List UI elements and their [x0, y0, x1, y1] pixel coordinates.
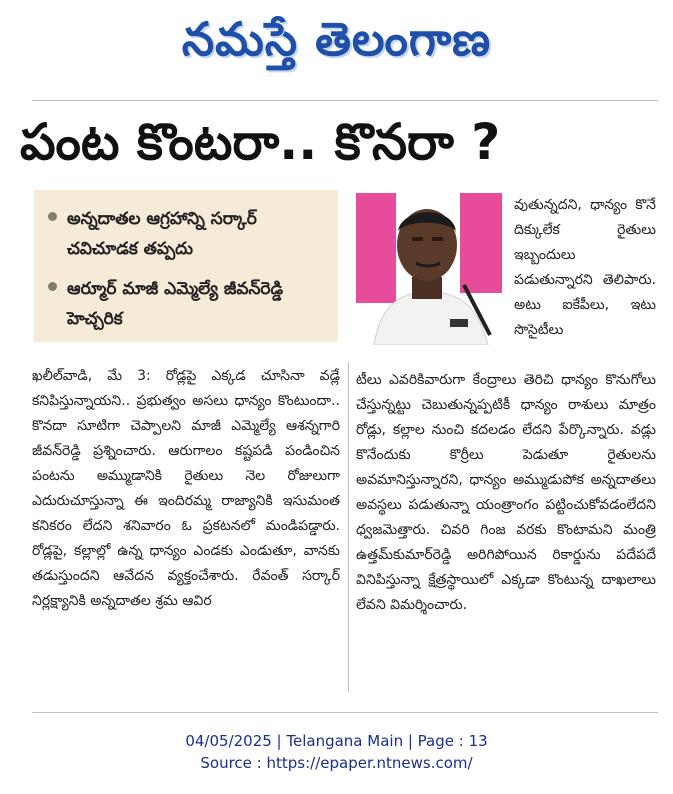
- speaker-photo: [356, 193, 502, 345]
- source-link[interactable]: Source : https://epaper.ntnews.com/: [200, 754, 473, 772]
- subhead-item: [48, 274, 326, 334]
- masthead: [0, 0, 673, 90]
- article-body-column-left: ఖలీల్‌వాడి, మే 3: రోడ్లపై ఎక్కడ చూసినా వడ్లే కనిపిస్తున్నాయని.. ప్రభుత్వం అసలు ధాన్యం కొంటుందా.. కొనదా సూటిగా చెప్పాలని మాజీ ఎమ్మెల్యే ఆశన్నగారి జీవన్‌రెడ్డి ప్రశ్నించారు. ఆరుగాలం కష్టపడి పండించిన పంటను అమ్ముడానికి రైతులు నెల రోజులుగా ఎదురుచూస్తున్నా ఈ ఇందిరమ్మ రాజ్యానికి ఇసుమంత కనికరం లేదని శనివారం ఓ ప్రకటనలో మండిపడ్డారు. రోడ్లపై, కల్లాల్లో ఉన్న ధాన్యం ఎండకు ఎండుతూ, వానకు తడుస్తుందని ఆవేదన వ్యక్తంచేశారు. రేవంత్ సర్కార్ నిర్లక్ష్యానికి అన్నదాతల శ్రమ ఆవిర: [32, 368, 340, 609]
- masthead-divider: [32, 100, 658, 101]
- article-body-column-right-top: వుతున్నదని, ధాన్యం కొనే దిక్కులేక రైతులు ఇబ్బందులు పడుతున్నారని తెలిపారు. అటు ఐకేపీలు, ఇటు సొసైటీలు: [514, 197, 656, 338]
- footer-divider: [32, 712, 658, 713]
- edition-info: 04/05/2025 | Telangana Main | Page : 13: [185, 732, 488, 750]
- bullet-icon: [48, 282, 57, 291]
- article-headline: పంట కొంటరా.. కొనరా ?: [20, 112, 501, 171]
- subhead-text: అన్నదాతల ఆగ్రహాన్ని సర్కార్ చవిచూడక తప్పదు: [67, 209, 257, 259]
- subhead-text: ఆర్మూర్ మాజీ ఎమ్మెల్యే జీవన్‌రెడ్డి హెచ్చరిక: [67, 279, 284, 329]
- article-subheads: [34, 190, 338, 342]
- page-footer: [0, 730, 673, 774]
- newspaper-logo: నమస్తే తెలంగాణ: [181, 12, 492, 66]
- article-body-column-right-bottom: టీలు ఎవరికివారుగా కేంద్రాలు తెరిచి ధాన్యం కొనుగోలు చేస్తున్నట్టు చెబుతున్నప్పటికీ ధాన్యం రాశులు మాత్రం రోడ్లు, కల్లాల నుంచి కదలడం లేదని పేర్కొన్నారు. వడ్లు కొనేందుకు కొర్రీలు పెడుతూ రైతులను అవమానిస్తున్నారని, ధాన్యం అమ్ముడుపోక అన్నదాతలు అవస్థలు పడుతున్నా యంత్రాంగం పట్టించుకోవడంలేదని ధ్వజమెత్తారు. చివరి గింజ వరకు కొంటామని మంత్రి ఉత్తమ్‌కుమార్‌రెడ్డి అరిగిపోయిన రికార్డును పదేపదే వినిపిస్తున్నా క్షేత్రస్థాయిలో ఎక్కడా కొంటున్న దాఖలాలు లేవని విమర్శించారు.: [356, 372, 656, 613]
- speaker-photo-image: [356, 193, 502, 345]
- bullet-icon: [48, 212, 57, 221]
- column-divider: [348, 362, 349, 692]
- subhead-item: [48, 204, 326, 264]
